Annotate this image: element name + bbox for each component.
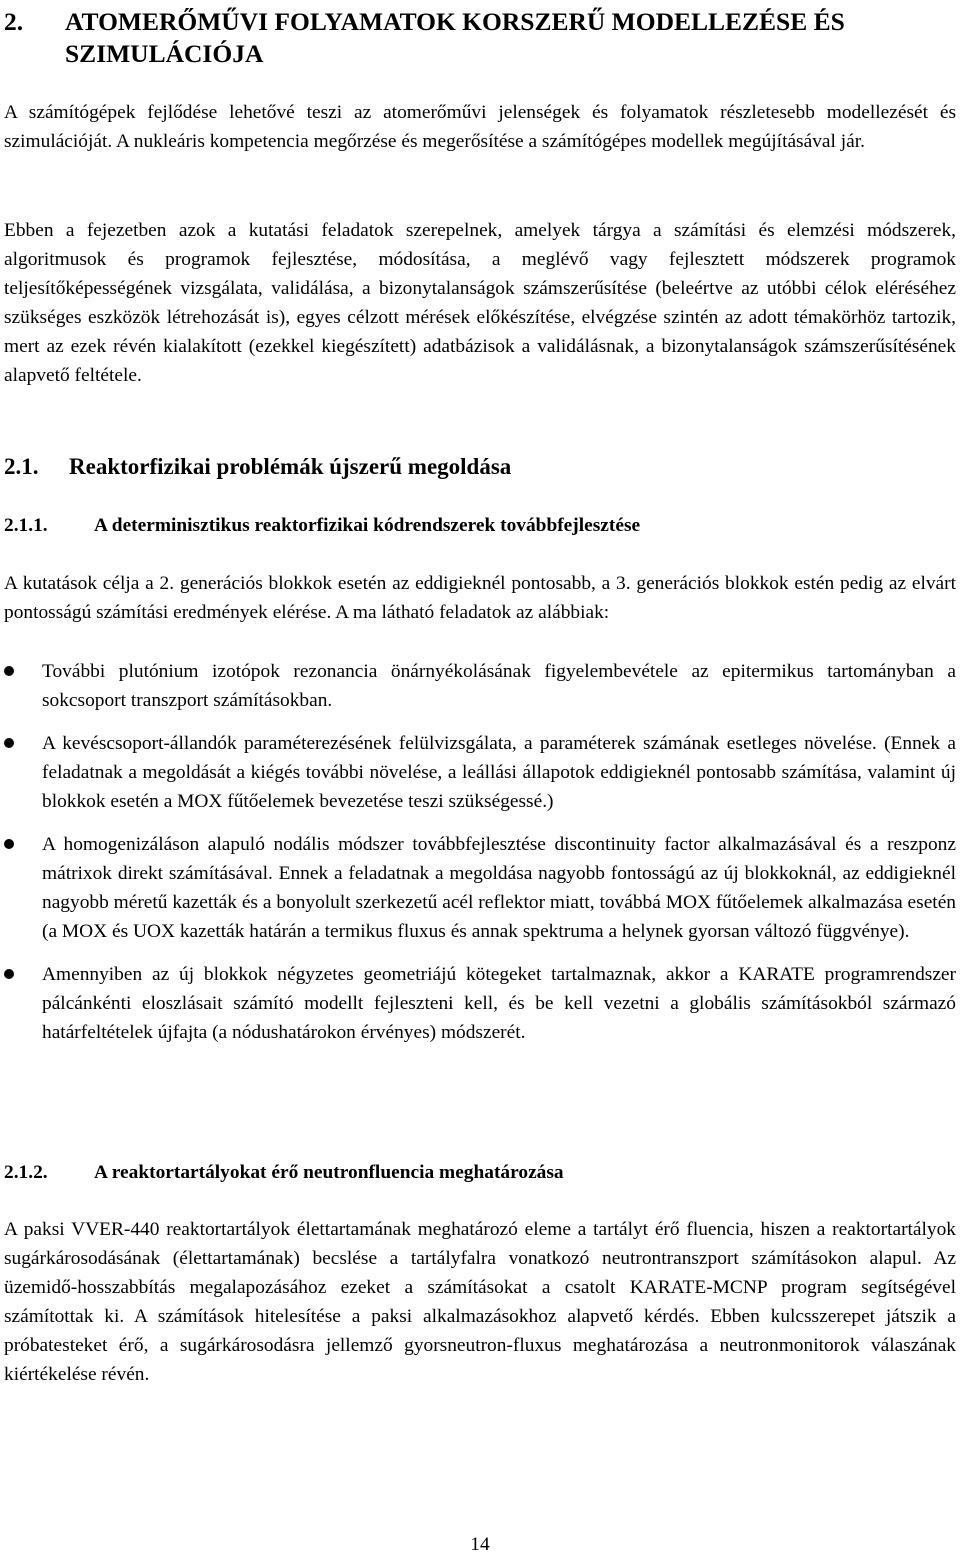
- intro-paragraph-2: Ebben a fejezetben azok a kutatási feladatok szerepelnek, amelyek tárgya a számítási és elemzési módszerek, algoritmusok és programok fejlesztése, módosítása, a meglévő vagy fejlesztett módszerek programok teljesítőképességének vizsgálata, validálása, a bizonytalanságok számszerűsítése (beleértve az utóbbi célok eléréséhez szükséges eszközök létrehozását is), egyes célzott mérések előkészítése, elvégzése szintén az adott témakörhöz tartozik, mert az ezek révén kialakított (ezekkel kiegészített) adatbázisok a validálásnak, a bizonytalanságok számszerűsítésének alapvető feltétele.: [4, 220, 956, 386]
- section-title: Reaktorfizikai problémák újszerű megoldása: [69, 454, 512, 479]
- list-item-text: További plutónium izotópok rezonancia önárnyékolásának figyelembevétele az epitermikus tartományban a sokcsoport transzport számításokban.: [42, 661, 956, 711]
- chapter-heading: [4, 6, 956, 70]
- section-2-1-1-paragraph: A kutatások célja a 2. generációs blokkok esetén az eddigieknél pontosabb, a 3. generációs blokkok estén pedig az elvárt pontosságú számítási eredmények elérése. A ma látható feladatok az alábbiak:: [4, 573, 956, 623]
- task-list: [4, 657, 956, 1047]
- subsection-heading-2-1-1: [4, 512, 640, 540]
- page-number: 14: [470, 1534, 490, 1555]
- bullet-icon: [4, 969, 14, 979]
- subsection-number: 2.1.2.: [4, 1162, 48, 1183]
- chapter-title: ATOMERŐMŰVI FOLYAMATOK KORSZERŰ MODELLEZÉSE ÉS SZIMULÁCIÓJA: [65, 7, 845, 68]
- subsection-title: A reaktortartályokat érő neutronfluencia meghatározása: [94, 1162, 564, 1183]
- bullet-icon: [4, 666, 14, 676]
- section-number: 2.1.: [4, 454, 39, 479]
- list-item-text: Amennyiben az új blokkok négyzetes geometriájú kötegeket tartalmaznak, akkor a KARATE programrendszer pálcánkénti eloszlásait számító modellt fejleszteni kell, és be kell vezetni a globális számításokból származó határfeltételek újfajta (a nódushatárokon érvényes) módszerét.: [42, 964, 956, 1043]
- list-item-text: A homogenizáláson alapuló nodális módszer továbbfejlesztése discontinuity factor alkalmazásával és a reszponz mátrixok direkt számításával. Ennek a feladatnak a megoldása nagyobb fontosságú az új blokkoknál, az eddigieknél nagyobb méretű kazetták és a bonyolult szerkezetű acél reflektor miatt, továbbá MOX fűtőelemek alkalmazása esetén (a MOX és UOX kazetták határán a termikus fluxus és annak spektruma a helynek gyorsan változó függvénye).: [42, 834, 956, 942]
- bullet-icon: [4, 839, 14, 849]
- chapter-number: 2.: [4, 7, 24, 36]
- subsection-number: 2.1.1.: [4, 515, 48, 536]
- subsection-heading-2-1-2: [4, 1159, 564, 1187]
- intro-paragraph-1: A számítógépek fejlődése lehetővé teszi az atomerőművi jelenségek és folyamatok részletesebb modellezését és szimulációját. A nukleáris kompetencia megőrzése és megerősítése a számítógépes modellek megújításával jár.: [4, 102, 956, 152]
- bullet-icon: [4, 738, 14, 748]
- subsection-title: A determinisztikus reaktorfizikai kódrendszerek továbbfejlesztése: [94, 515, 641, 536]
- section-heading-2-1: [4, 452, 511, 482]
- document-page: [4, 0, 956, 1561]
- list-item: [4, 830, 956, 946]
- list-item: [4, 960, 956, 1047]
- list-item: [4, 657, 956, 715]
- list-item-text: A kevéscsoport-állandók paraméterezésének felülvizsgálata, a paraméterek számának esetleges növelése. (Ennek a feladatnak a megoldását a kiégés további növelése, a leállási állapotok eddigieknél pontosabb számítása, valamint új blokkok esetén a MOX fűtőelemek bevezetése teszi szükségessé.): [42, 733, 956, 812]
- list-item: [4, 729, 956, 816]
- section-2-1-2-paragraph: A paksi VVER-440 reaktortartályok élettartamának meghatározó eleme a tartályt érő fluencia, hiszen a reaktortartályok sugárkárosodásának (élettartamának) becslése a tartályfalra vonatkozó neutrontranszport számításokon alapul. Az üzemidő-hosszabbítás megalapozásához ezeket a számításokat a csatolt KARATE-MCNP program segítségével számítottak ki. A számítások hitelesítése a paksi alkalmazásokhoz alapvető kérdés. Ebben kulcsszerepet játszik a próbatesteket érő, a sugárkárosodásra jellemző gyorsneutron-fluxus meghatározása a neutronmonitorok válaszának kiértékelése révén.: [4, 1219, 956, 1385]
